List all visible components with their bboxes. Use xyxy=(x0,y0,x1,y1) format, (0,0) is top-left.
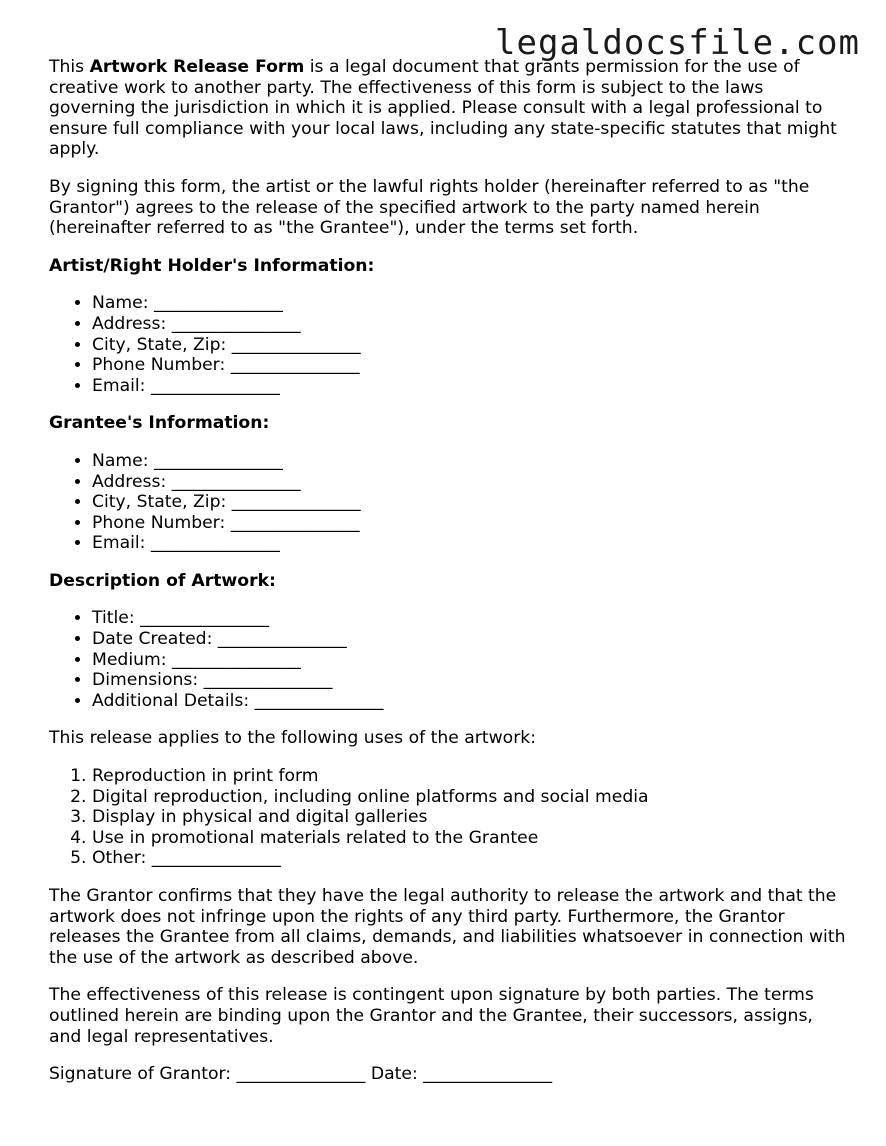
artwork-dimensions-field: • Dimensions: _______________ xyxy=(92,670,849,691)
use-item-digital: 2. Digital reproduction, including online platforms and social media xyxy=(92,787,849,808)
signature-line: Signature of Grantor: _______________ Date: _______________ xyxy=(49,1064,553,1085)
watermark-logo: legaldocsfile.com xyxy=(495,23,860,63)
use-item-display: 3. Display in physical and digital galleries xyxy=(92,807,849,828)
artwork-section-heading: Description of Artwork: xyxy=(49,570,276,591)
artist-phone-field: • Phone Number: _______________ xyxy=(92,355,849,376)
grantee-phone-field: • Phone Number: _______________ xyxy=(92,513,849,534)
intro-paragraph xyxy=(49,57,849,160)
artwork-medium-field: • Medium: _______________ xyxy=(92,650,849,671)
intro-suffix: is a legal document that grants permission for the use of creative work to another party. The effectiveness of this form is subject to the laws governing the jurisdiction in which it is applied. Please consult with a legal professional to ensure full compliance with your local laws, including any state-specific statutes that might apply. xyxy=(49,57,837,160)
artist-email-field: • Email: _______________ xyxy=(92,376,849,397)
grantee-city-state-zip-field: • City, State, Zip: _______________ xyxy=(92,492,849,513)
uses-list xyxy=(49,766,849,869)
artist-address-field: • Address: _______________ xyxy=(92,314,849,335)
grantee-name-field: • Name: _______________ xyxy=(92,451,849,472)
authority-paragraph: The Grantor confirms that they have the legal authority to release the artwork and that the artwork does not infringe upon the rights of any third party. Furthermore, the Grantor releases the Grantee from all claims, demands, and liabilities whatsoever in connection with the use of the artwork as described above. xyxy=(49,886,846,968)
artist-section-heading: Artist/Right Holder's Information: xyxy=(49,255,375,276)
artist-city-state-zip-field: • City, State, Zip: _______________ xyxy=(92,335,849,356)
use-item-print: 1. Reproduction in print form xyxy=(92,766,849,787)
document-body xyxy=(49,57,849,1102)
grantee-email-field: • Email: _______________ xyxy=(92,533,849,554)
grantee-info-list xyxy=(49,451,849,554)
use-item-other: 5. Other: _______________ xyxy=(92,848,849,869)
artwork-title-field: • Title: _______________ xyxy=(92,608,849,629)
use-item-promotional: 4. Use in promotional materials related to the Grantee xyxy=(92,828,849,849)
artist-name-field: • Name: _______________ xyxy=(92,293,849,314)
artwork-additional-details-field: • Additional Details: _______________ xyxy=(92,691,849,712)
grantee-section-heading: Grantee's Information: xyxy=(49,413,270,434)
grantee-address-field: • Address: _______________ xyxy=(92,472,849,493)
artwork-info-list xyxy=(49,608,849,711)
artwork-date-created-field: • Date Created: _______________ xyxy=(92,629,849,650)
effectiveness-paragraph: The effectiveness of this release is contingent upon signature by both parties. The terms outlined herein are binding upon the Grantor and the Grantee, their successors, assigns, and legal representatives. xyxy=(49,985,814,1047)
artist-info-list xyxy=(49,293,849,396)
form-title: Artwork Release Form xyxy=(89,57,305,77)
uses-intro: This release applies to the following uses of the artwork: xyxy=(49,728,536,749)
signing-paragraph: By signing this form, the artist or the lawful rights holder (hereinafter referred to as "the Grantor") agrees to the release of the specified artwork to the party named herein (hereinafter referred to as "the Grantee"), under the terms set forth. xyxy=(49,176,810,239)
intro-prefix: This xyxy=(49,57,90,77)
